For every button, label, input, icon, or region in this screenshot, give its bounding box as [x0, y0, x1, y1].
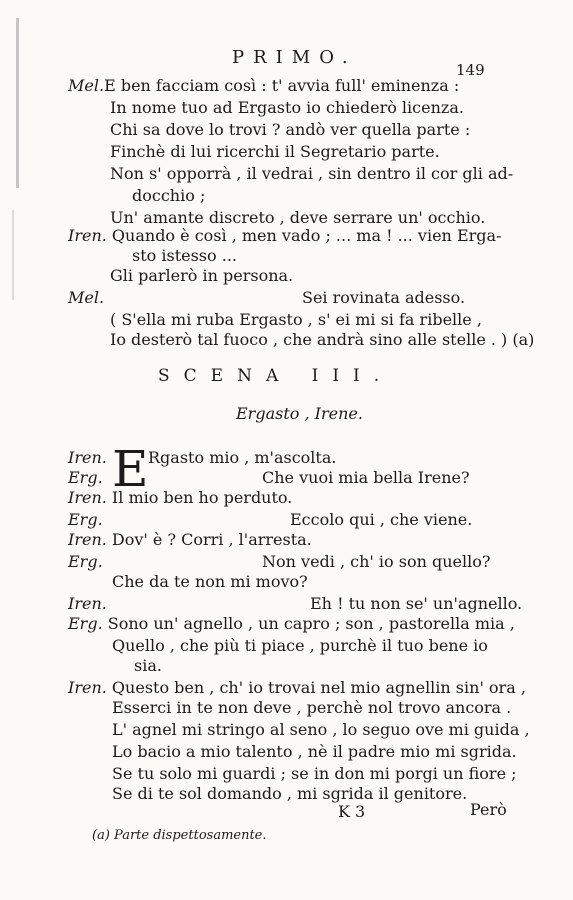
dialogue-line: Eh ! tu non se' un'agnello.: [310, 594, 523, 613]
verse-text: Questo ben , ch' io trovai nel mio agnellin sin' ora ,: [111, 678, 526, 697]
catchword: Però: [470, 800, 507, 819]
speaker-label: Mel.: [68, 288, 105, 307]
dialogue-line: Non s' opporrà , il vedrai , sin dentro il cor gli ad-: [110, 164, 514, 183]
dialogue-line: Che vuoi mia bella Irene?: [262, 468, 470, 487]
dialogue-line: [68, 488, 292, 508]
speaker-label: Iren.: [68, 448, 107, 467]
dialogue-line: [68, 678, 526, 698]
dialogue-line: [68, 226, 501, 246]
dialogue-line: sia.: [134, 656, 162, 675]
dialogue-line: docchio ;: [132, 186, 206, 205]
dialogue-line: Eccolo qui , che viene.: [290, 510, 473, 529]
dialogue-line: [68, 530, 312, 550]
dialogue-line: sto istesso ...: [132, 246, 237, 265]
binding-shadow: [12, 210, 14, 300]
dialogue-line: Non vedi , ch' io son quello?: [262, 552, 491, 571]
drop-cap: E: [112, 440, 149, 498]
dialogue-line: Gli parlerò in persona.: [110, 266, 294, 285]
dialogue-line: Chi sa dove lo trovi ? andò ver quella parte :: [110, 120, 471, 139]
verse-text: Il mio ben ho perduto.: [111, 488, 293, 507]
page-number: 149: [456, 61, 485, 79]
speaker-label: Iren.: [68, 594, 107, 613]
dialogue-line: Rgasto mio , m'ascolta.: [148, 448, 337, 467]
footnote: (a) Parte dispettosamente.: [92, 828, 267, 843]
speaker-label: Erg.: [68, 614, 103, 633]
speaker-label: Erg.: [68, 468, 103, 487]
signature-mark: K 3: [338, 802, 366, 821]
verse-text: Dov' è ? Corri , l'arresta.: [111, 530, 312, 549]
speaker-label: Mel.: [68, 76, 105, 95]
dialogue-line: Esserci in te non deve , perchè nol trovo ancora .: [112, 698, 512, 717]
dialogue-line: Se tu solo mi guardi ; se in don mi porgi un fiore ;: [112, 764, 517, 783]
dialogue-line: L' agnel mi stringo al seno , lo seguo ove mi guida ,: [112, 720, 530, 739]
dialogue-line: [68, 288, 104, 308]
verse-text: Sono un' agnello , un capro ; son , pastorella mia ,: [107, 614, 515, 633]
dialogue-line: Che da te non mi movo?: [112, 572, 308, 591]
scene-characters: Ergasto , Irene.: [236, 404, 363, 423]
verse-text: E ben facciam così : t' avvia full' eminenza :: [104, 76, 460, 95]
binding-shadow: [16, 18, 19, 188]
dialogue-line: Un' amante discreto , deve serrare un' occhio.: [110, 208, 486, 227]
verse-text: Quando è così , men vado ; ... ma ! ... vien Erga-: [111, 226, 502, 245]
speaker-label: Iren.: [68, 678, 107, 697]
dialogue-line: Quello , che più ti piace , purchè il tuo bene io: [112, 636, 488, 655]
dialogue-line: Finchè di lui ricerchi il Segretario parte.: [110, 142, 440, 161]
dialogue-line: Sei rovinata adesso.: [302, 288, 466, 307]
speaker-label: Iren.: [68, 530, 107, 549]
speaker-label: Iren.: [68, 226, 107, 245]
dialogue-line: [68, 614, 515, 634]
running-head: PRIMO.: [232, 47, 357, 68]
dialogue-line: ( S'ella mi ruba Ergasto , s' ei mi si fa ribelle ,: [110, 310, 482, 329]
dialogue-line: Lo bacio a mio talento , nè il padre mio mi sgrida.: [112, 742, 517, 761]
speaker-label: Iren.: [68, 488, 107, 507]
dialogue-line: [68, 76, 459, 96]
dialogue-line: Se di te sol domando , mi sgrida il genitore.: [112, 784, 468, 803]
dialogue-line: In nome tuo ad Ergasto io chiederò licenza.: [110, 98, 464, 117]
dialogue-line: Io desterò tal fuoco , che andrà sino alle stelle . ) (a): [110, 330, 535, 349]
speaker-label: Erg.: [68, 552, 103, 571]
scene-title: SCENA III.: [158, 366, 394, 386]
speaker-label: Erg.: [68, 510, 103, 529]
